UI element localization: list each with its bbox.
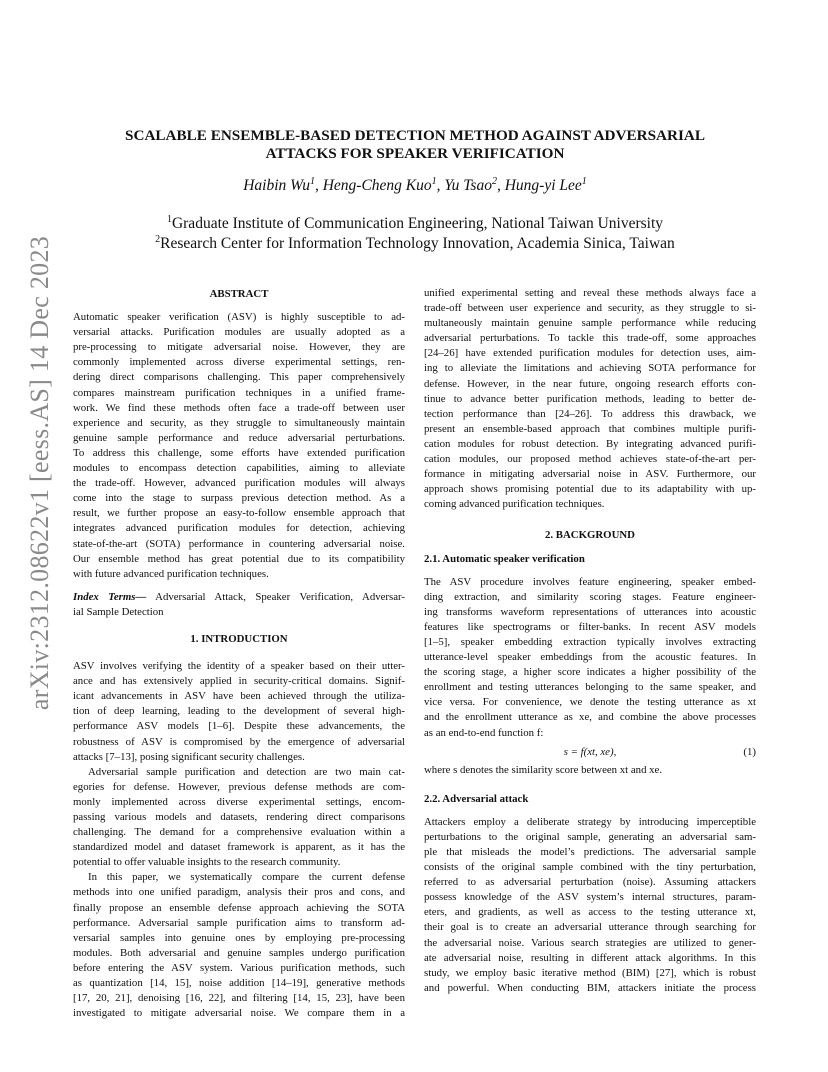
abstract-heading: ABSTRACT	[209, 288, 269, 300]
affiliation: $^1$Graduate Institute of Communication Engineering, National Taiwan University	[166, 214, 664, 232]
author: Haibin Wu	[243, 177, 310, 194]
section-heading-introduction: 1. INTRODUCTION	[190, 632, 288, 645]
equation-number: (1)	[743, 745, 756, 758]
intro-paragraph-continued: unified experimental setting and reveal these methods always face a trade-off between user experience and security, as they struggle to si- multaneously maintain genuine sample performance while reducing adversarial perturbations. To tackle this trade-off, some approaches [24–26] have extended purification modules for detection uses, aim- ing to alleviate the limitations and achieving SOTA performance for defense. However, in the near future, ongoing research efforts con- tinue to advance better purification methods, leading to better de- tection performance than [24–26]. To address this drawback, we present an ensemble-based approach that combines multiple purifi- cation modules for robust detection. By integrating advanced purifi- cation modules, our proposed method achieves state-of-the-art per- formance in mitigating adversarial noise in ASV. Furthermore, our approach shows promising potential due to its adaptability with up- coming advanced purification techniques.	[424, 287, 756, 511]
intro-paragraph: ASV involves verifying the identity of a speaker based on their utter- ance and has extensively applied in security-critical domains. Signif- icant advancements in ASV have been achieved through the utiliza- tion of deep learning, leading to the development of several high- performance ASV models [1–6]. Despite these advancements, the robustness of ASV is compromised by the emergence of adversarial attacks [7–13], posing significant security challenges.	[73, 660, 405, 763]
author: Yu Tsao	[444, 177, 492, 194]
author: Heng-Cheng Kuo	[322, 177, 432, 194]
abstract-body: Automatic speaker verification (ASV) is highly susceptible to ad- versarial attacks. Purification modules are usually adopted as a pre-processing to mitigate adversarial noise. However, they are commonly implemented across diverse experimental settings, ren- dering direct comparisons challenging. This paper comprehensively compares mainstream purification techniques in a unified frame- work. We find these methods often face a trade-off between user experience and security, as they struggle to simultaneously maintain genuine sample performance and reduce adversarial perturbations. To address this challenge, some efforts have extended purification modules to encompass detection capabilities, aiming to alleviate the trade-off. However, advanced purification modules will always come into the stage to surpass previous detection method. As a result, we further propose an easy-to-follow ensemble approach that integrates advanced purification modules for detection, achieving state-of-the-art (SOTA) performance in countering adversarial noise. Our ensemble method has great potential due to its compatibility with future advanced purification techniques.	[73, 311, 405, 580]
asv-paragraph: The ASV procedure involves feature engineering, speaker embed- ding extraction, and similarity scoring stages. Feature engineer- ing transforms waveform representations of utterances into acoustic features like spectrograms or filter-banks. In recent ASV models [1–5], speaker embedding extraction typically involves extracting utterance-level speaker embeddings from the acoustic features. In the scoring stage, a higher score indicates a higher possibility of the enrollment and testing utterances belonging to the same speaker, and vice versa. For convenience, we denote the testing utterance as xt and the enrollment utterance as xe, and combine the above processes as an end-to-end function f:	[424, 575, 756, 739]
author-list: Haibin Wu$^1$, Heng-Cheng Kuo$^1$, Yu Tsao$^2$, Hung-yi Lee$^1$	[243, 176, 587, 194]
paper-title: SCALABLE ENSEMBLE-BASED DETECTION METHOD AGAINST ADVERSARIAL ATTACKS FOR SPEAKER VERIFICATION	[125, 127, 705, 162]
attack-paragraph: Attackers employ a deliberate strategy by introducing imperceptible perturbations to the original sample, generating an adversarial sam- ple that misleads the model’s predictions. The adversarial sample consists of the original sample combined with the tiny perturbation, referred to as adversarial perturbation (noise). Assuming attackers possess knowledge of the ASV system’s internal structures, param- eters, and gradients, as well as access to the testing utterance xt, their goal is to create an adversarial utterance through searching for the adversarial noise. Various search strategies are utilized to gener- ate adversarial noise, resulting in different attack algorithms. In this study, we employ basic iterative method (BIM) [27], which is robust and powerful. When conducting BIM, attackers initiate the process	[424, 815, 756, 994]
arxiv-stamp: arXiv:2312.08622v1 [eess.AS] 14 Dec 2023	[25, 235, 54, 711]
right-column	[424, 286, 756, 996]
author: Hung-yi Lee	[504, 177, 582, 194]
subsection-heading: 2.1. Automatic speaker verification	[424, 552, 585, 565]
equation-explanation: where s denotes the similarity score between xt and xe.	[424, 763, 663, 776]
section-heading-background: 2. BACKGROUND	[545, 529, 635, 542]
affiliations	[60, 214, 770, 254]
left-column	[73, 287, 405, 1021]
equation-1: s = f(xt, xe), (1)	[424, 741, 756, 763]
affiliation: $^2$Research Center for Information Technology Innovation, Academia Sinica, Taiwan	[155, 234, 675, 252]
intro-paragraph: In this paper, we systematically compare the current defense methods into one unified paradigm, analysis their pros and cons, and finally propose an ensemble defense approach achieving the SOTA performance. Adversarial sample purification aims to transform ad- versarial samples into genuine ones by employing pre-processing modules. Both adversarial and genuine samples undergo purification before entering the ASV system. Various purification methods, such as quantization [14, 15], noise addition [14–19], generative methods [17, 20, 21], denoising [16, 22], and filtering [14, 15, 23], have been investigated to mitigate adversarial noise. We compare them in a	[73, 871, 405, 1020]
index-terms: Index Terms— Adversarial Attack, Speaker Verification, Adversar- ial Sample Detection	[73, 590, 405, 618]
subsection-heading: 2.2. Adversarial attack	[424, 792, 529, 805]
intro-paragraph: Adversarial sample purification and detection are two main cat- egories for defense. However, previous defense methods are com- monly implemented across diverse experimental settings, encom- passing various models and datasets, rendering direct comparisons challenging. The demand for a comprehensive evaluation within a standardized model and dataset framework is apparent, as it has the potential to offer valuable insights to the research community.	[73, 765, 405, 869]
